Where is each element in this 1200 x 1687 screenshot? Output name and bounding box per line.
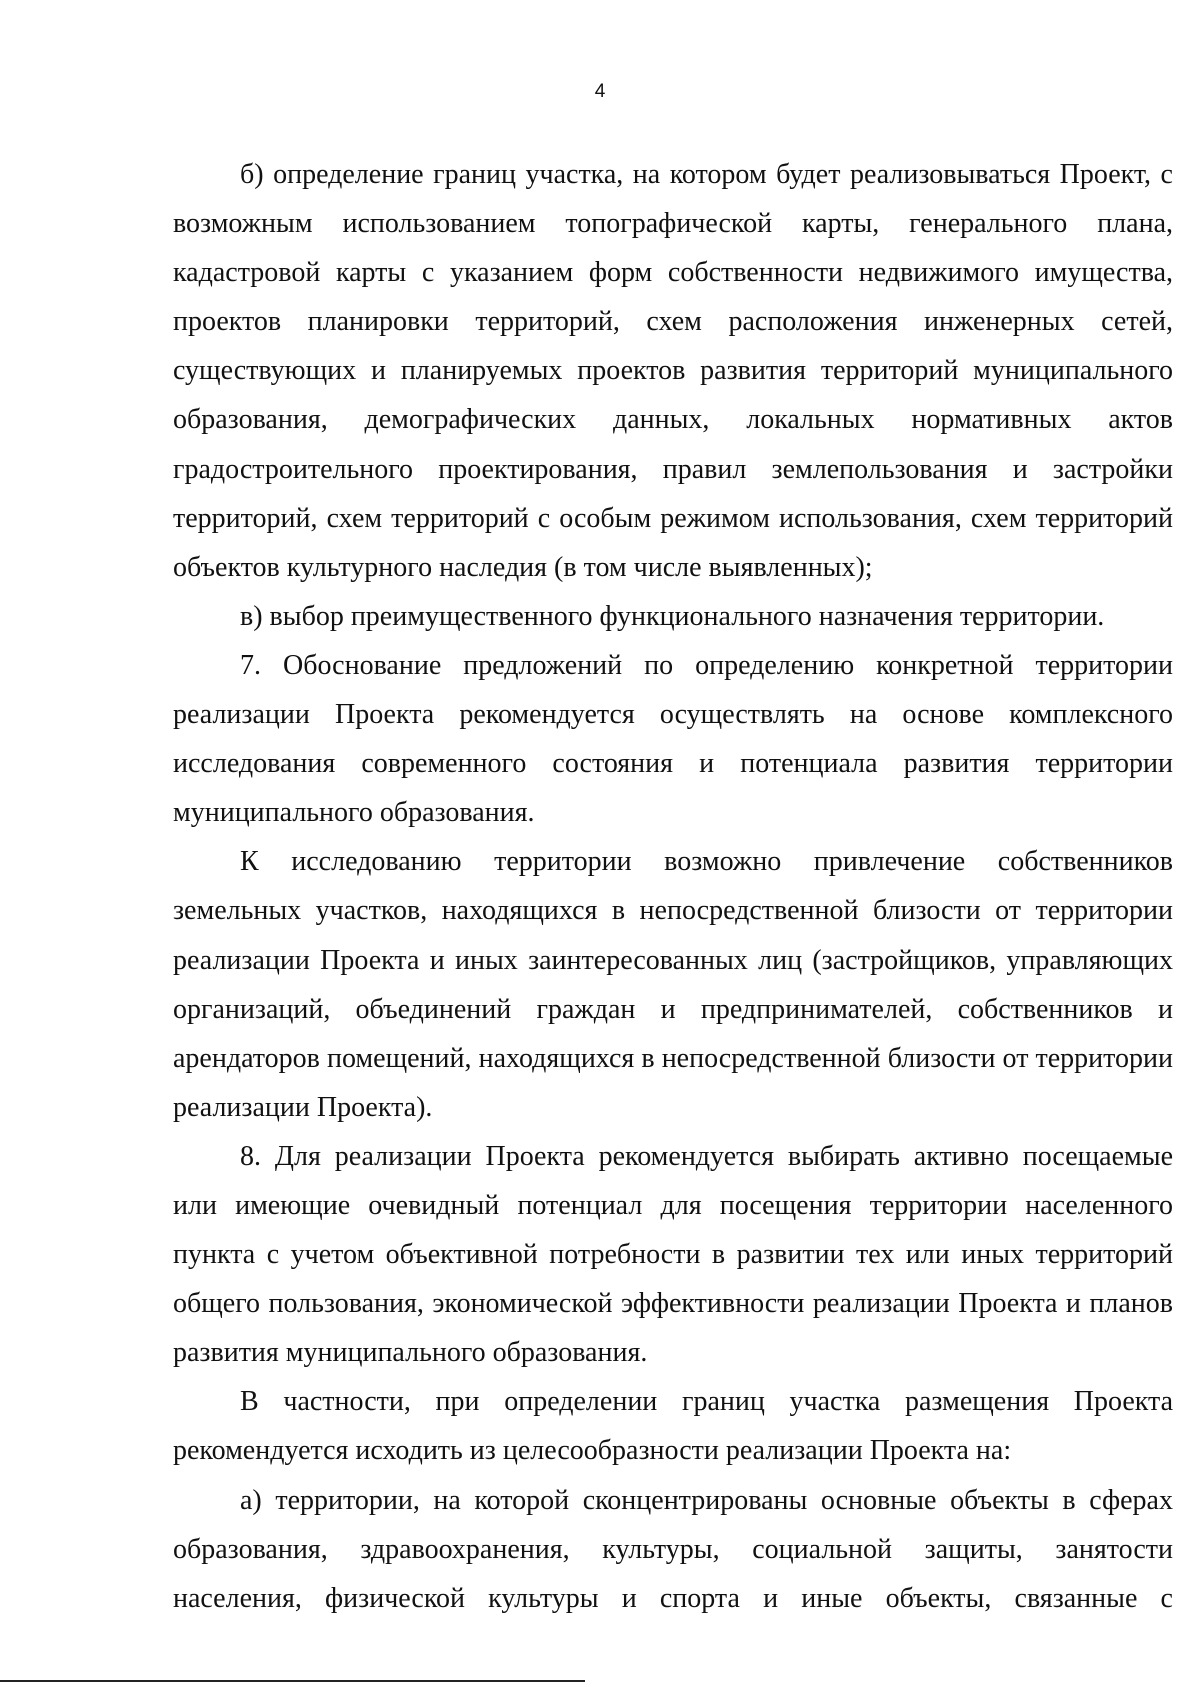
page-number: 4 xyxy=(594,81,606,102)
paragraph-boundary-criteria: В частности, при определении границ участка размещения Проекта рекомендуется исходить из целесообразности реализации Проекта на: xyxy=(173,1386,1173,1467)
paragraph-boundaries: б) определение границ участка, на котором будет реализовываться Проект, с возможным использованием топографической карты, генерального плана, кадастровой карты с указанием форм собственности недвижимого имущества, проектов планировки территорий, схем расположения инженерных сетей, существующих и планируемых проектов развития территорий муниципального образования, демографических данных, локальных нормативных актов градостроительного проектирования, правил землепользования и застройки территорий, схем территорий с особым режимом использования, схем территорий объектов культурного наследия (в том числе выявленных); xyxy=(173,159,1173,583)
paragraph-7-justification: 7. Обоснование предложений по определению конкретной территории реализации Проекта рекомендуется осуществлять на основе комплексного исследования современного состояния и потенциала развития территории муниципального образования. xyxy=(173,649,1173,829)
bottom-rule xyxy=(0,1680,585,1682)
paragraph-research-participants: К исследованию территории возможно привлечение собственников земельных участков, находящихся в непосредственной близости от территории реализации Проекта и иных заинтересованных лиц (застройщиков, управляющих организаций, объединений граждан и предпринимателей, собственников и арендаторов помещений, находящихся в непосредственной близости от территории реализации Проекта). xyxy=(173,846,1173,1123)
paragraph-8-territory-selection: 8. Для реализации Проекта рекомендуется выбирать активно посещаемые или имеющие очевидный потенциал для посещения территории населенного пункта с учетом объективной потребности в развитии тех или иных территорий общего пользования, экономической эффективности реализации Проекта и планов развития муниципального образования. xyxy=(173,1140,1173,1369)
paragraph-a-social-objects: а) территории, на которой сконцентрированы основные объекты в сферах образования, здравоохранения, культуры, социальной защиты, занятости населения, физической культуры и спорта и иные объекты, связанные с xyxy=(173,1484,1173,1614)
paragraph-function-choice: в) выбор преимущественного функционального назначения территории. xyxy=(240,600,1105,632)
document-body xyxy=(173,150,1173,1623)
